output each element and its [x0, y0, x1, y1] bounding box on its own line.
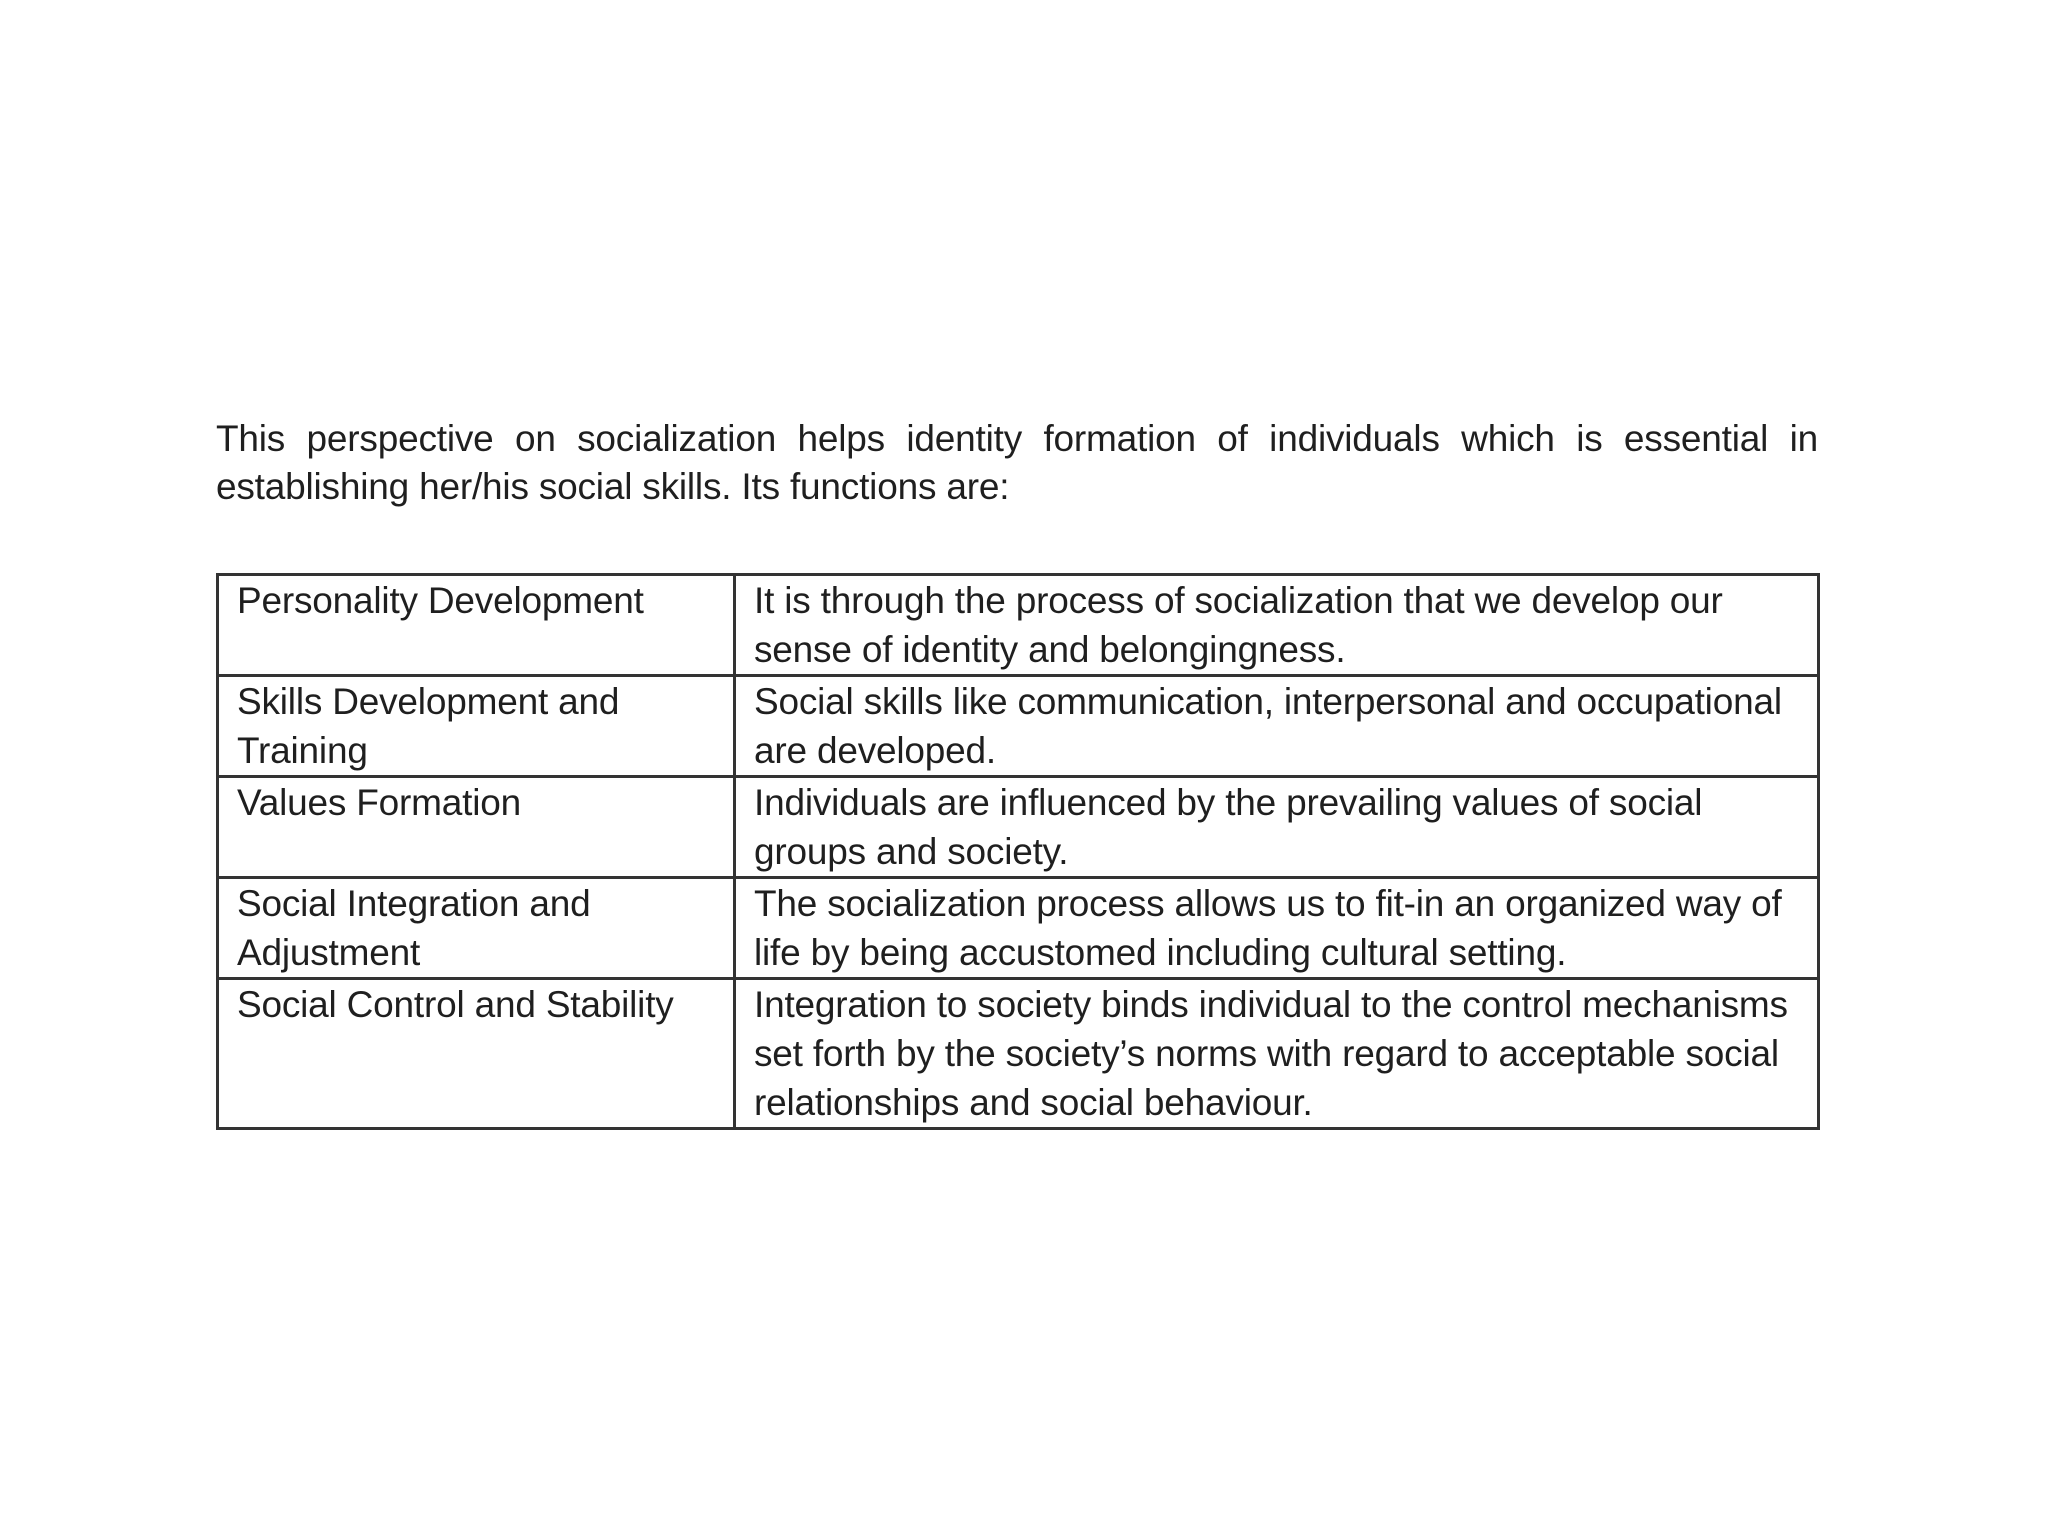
function-description: Social skills like communication, interpersonal and occupational are developed.	[735, 676, 1819, 777]
table-row	[218, 878, 1819, 979]
function-term: Social Integration and Adjustment	[218, 878, 735, 979]
intro-paragraph: This perspective on socialization helps identity formation of individuals which is essential in establishing her/his social skills. Its functions are:	[216, 418, 1818, 507]
function-description: Individuals are influenced by the prevailing values of social groups and society.	[735, 777, 1819, 878]
functions-table	[216, 573, 1820, 1130]
function-description: The socialization process allows us to fit-in an organized way of life by being accustomed including cultural setting.	[735, 878, 1819, 979]
function-description: It is through the process of socialization that we develop our sense of identity and belongingness.	[735, 575, 1819, 676]
function-term: Values Formation	[218, 777, 735, 878]
function-term: Personality Development	[218, 575, 735, 676]
table-row	[218, 777, 1819, 878]
function-term: Skills Development and Training	[218, 676, 735, 777]
table-row	[218, 979, 1819, 1129]
function-term: Social Control and Stability	[218, 979, 735, 1129]
table-row	[218, 575, 1819, 676]
table-row	[218, 676, 1819, 777]
function-description: Integration to society binds individual to the control mechanisms set forth by the society’s norms with regard to acceptable social relationships and social behaviour.	[735, 979, 1819, 1129]
